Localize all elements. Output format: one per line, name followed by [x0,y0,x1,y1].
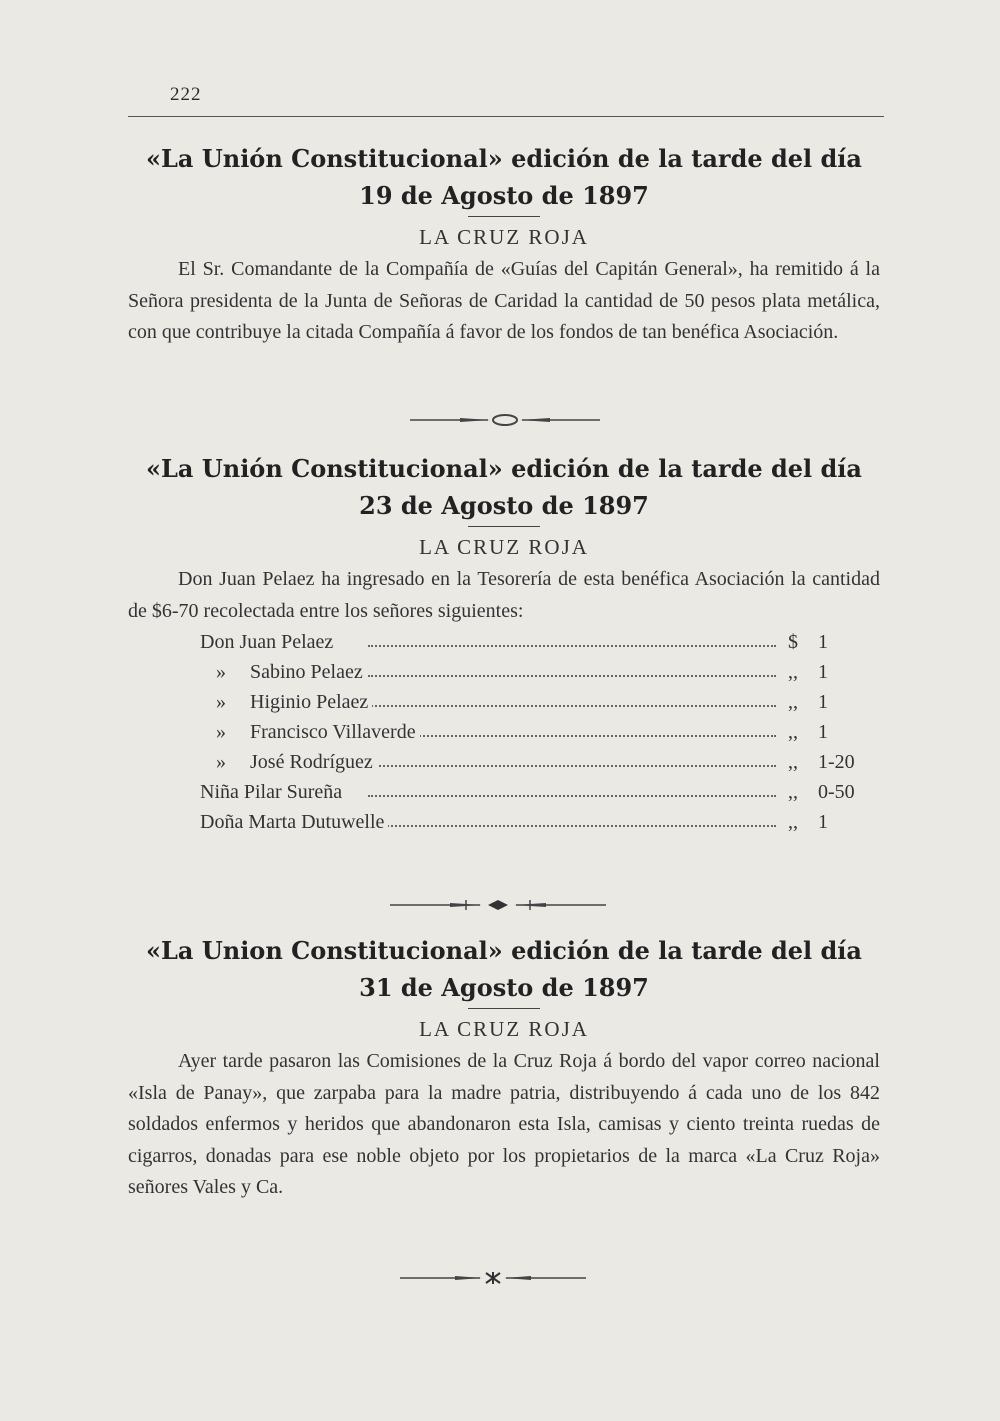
article-subheading: LA CRUZ ROJA [419,535,589,559]
heading-rule [468,216,540,217]
donor-currency: ,, [788,751,798,773]
donor-currency: ,, [788,721,798,743]
dot-leader [368,645,776,647]
donor-name: Niña Pilar Sureña [200,777,346,807]
donor-amount: 0-50 [818,781,855,803]
donor-row [128,687,880,717]
dot-leader [368,825,776,827]
divider-ornament [410,412,600,428]
donor-row [128,807,880,837]
divider-ornament [390,896,606,914]
donor-currency: ,, [788,661,798,683]
article-31-agosto [128,932,880,1204]
article-19-agosto [128,140,880,349]
ditto-mark: » [216,691,226,713]
donor-name: Higinio Pelaez [250,687,372,717]
donor-name: José Rodríguez [250,747,377,777]
heading-rule [468,1008,540,1009]
donor-name: Francisco Villaverde [250,717,420,747]
donor-currency: ,, [788,781,798,803]
article-body: Ayer tarde pasaron las Comisiones de la Cruz Roja á bordo del vapor correo nacional «Isla de Panay», que zarpaba para la madre patria, distribuyendo á cada uno de los 842 soldados enfermos y heridos que abandonaron esta Isla, camisas y ciento treinta ruedas de cigarros, donadas para ese noble objeto por los propietarios de la marca «La Cruz Roja» señores Vales y Ca. [128,1050,880,1198]
article-heading-line1: «La Union Constitucional» edición de la tarde del día [146,936,862,965]
donor-row [128,777,880,807]
donor-amount: 1 [818,691,828,713]
donor-currency: $ [788,631,798,653]
donor-list [128,627,880,837]
donor-amount: 1 [818,661,828,683]
heading-rule [468,526,540,527]
donor-amount: 1-20 [818,751,855,773]
article-heading-line2: 23 de Agosto de 1897 [359,491,649,520]
ditto-mark: » [216,721,226,743]
donor-row [128,717,880,747]
dot-leader [368,675,776,677]
dot-leader [368,765,776,767]
page-number: 222 [170,84,202,105]
donor-amount: 1 [818,811,828,833]
article-subheading: LA CRUZ ROJA [419,225,589,249]
donor-amount: 1 [818,631,828,653]
donor-currency: ,, [788,811,798,833]
donor-name: Doña Marta Dutuwelle [200,807,388,837]
header-rule [128,116,884,117]
divider-ornament [400,1270,586,1286]
donor-row [128,627,880,657]
article-body: El Sr. Comandante de la Compañía de «Guías del Capitán General», ha remitido á la Señora presidenta de la Junta de Señoras de Caridad la cantidad de 50 pesos plata metálica, con que contribuye la citada Compañía á favor de los fondos de tan benéfica Asociación. [128,258,880,343]
donor-row [128,657,880,687]
dot-leader [368,795,776,797]
donor-currency: ,, [788,691,798,713]
article-heading-line2: 19 de Agosto de 1897 [359,181,649,210]
donor-name: Sabino Pelaez [250,657,367,687]
donor-amount: 1 [818,721,828,743]
article-body: Don Juan Pelaez ha ingresado en la Tesorería de esta benéfica Asociación la cantidad de $6-70 recolectada entre los señores siguientes: [128,568,880,622]
article-subheading: LA CRUZ ROJA [419,1017,589,1041]
ditto-mark: » [216,661,226,683]
article-23-agosto [128,450,880,837]
donor-name: Don Juan Pelaez [200,627,337,657]
article-heading-line1: «La Unión Constitucional» edición de la tarde del día [146,144,862,173]
donor-row [128,747,880,777]
dot-leader [368,705,776,707]
ditto-mark: » [216,751,226,773]
article-heading-line2: 31 de Agosto de 1897 [359,973,649,1002]
article-heading-line1: «La Unión Constitucional» edición de la tarde del día [146,454,862,483]
dot-leader [368,735,776,737]
